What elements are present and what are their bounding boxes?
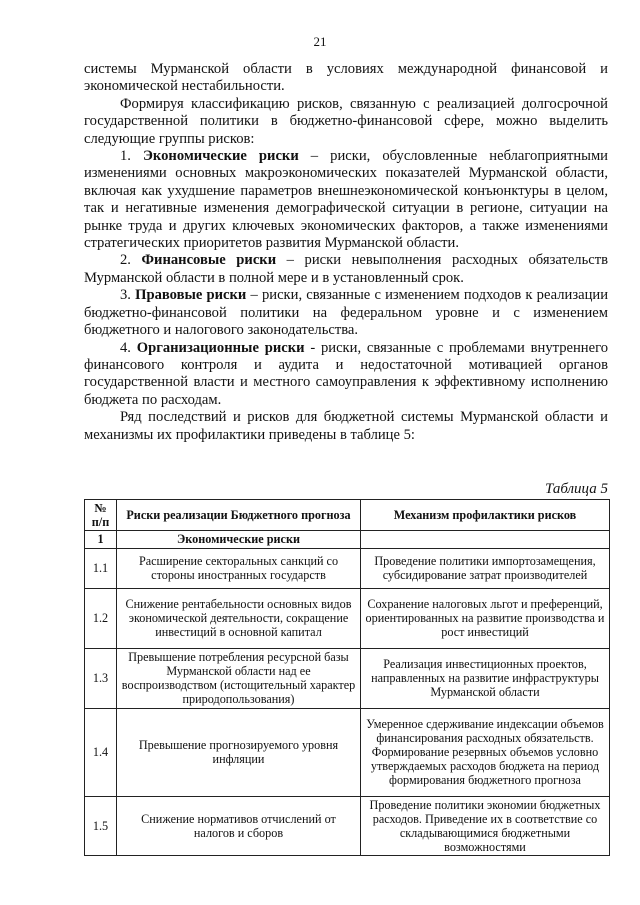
risk-item-title: Экономические риски	[143, 148, 299, 165]
risk-table	[84, 499, 610, 856]
paragraph-table-reference: Ряд последствий и рисков для бюджетной системы Мурманской области и механизмы их профилактики приведены в таблице 5:	[84, 409, 608, 443]
risk-item-organizational	[84, 340, 608, 410]
risk-item-economic	[84, 148, 608, 252]
risk-item-text: – риски, обусловленные неблагоприятными изменениями основных макроэкономических показателей Мурманской области, включая как ухудшение параметров внешнеэкономической конъюнктуры в целом, так и негативные изменения демографической ситуации в регионе, ситуации на рынке труда и других ключевых экономических факторов, а также изменениями стратегических приоритетов развития Мурманской области.	[84, 148, 608, 252]
row-risk: Превышение прогнозируемого уровня инфляции	[117, 708, 361, 796]
risk-item-number: 4.	[120, 339, 131, 356]
risk-item-financial	[84, 252, 608, 287]
paragraph-intro-continuation: системы Мурманской области в условиях международной финансовой и экономической нестабильности.	[84, 61, 608, 95]
row-mechanism: Умеренное сдерживание индексации объемов финансирования расходных обязательств. Формирование резервных объемов условно утверждаемых расходов бюджета на период формирования бюджетного прогноза	[361, 708, 610, 796]
header-num: № п/п	[85, 500, 117, 531]
table-caption: Таблица 5	[545, 481, 608, 497]
risk-item-title: Правовые риски	[135, 287, 247, 304]
table-row	[85, 796, 610, 856]
body-text	[84, 61, 608, 444]
risk-item-number: 2.	[120, 252, 131, 269]
table-row	[85, 548, 610, 588]
header-risk: Риски реализации Бюджетного прогноза	[117, 500, 361, 531]
row-risk: Расширение секторальных санкций со стороны иностранных государств	[117, 548, 361, 588]
row-risk: Снижение рентабельности основных видов экономической деятельности, сокращение инвестиций в основной капитал	[117, 588, 361, 648]
risk-item-title: Организационные риски	[136, 339, 305, 356]
row-num: 1.5	[85, 796, 117, 856]
row-mechanism: Реализация инвестиционных проектов, направленных на развитие инфраструктуры Мурманской области	[361, 648, 610, 708]
risk-item-text: – риски невыполнения расходных обязательств Мурманской области в полной мере и в установленный срок.	[84, 252, 608, 286]
row-num: 1.1	[85, 548, 117, 588]
risk-item-legal	[84, 287, 608, 339]
table-section-row	[85, 531, 610, 548]
table-row	[85, 708, 610, 796]
risk-item-title: Финансовые риски	[141, 252, 277, 269]
row-num: 1.4	[85, 708, 117, 796]
row-mechanism: Проведение политики импортозамещения, субсидирование затрат производителей	[361, 548, 610, 588]
table-row	[85, 588, 610, 648]
paragraph-classification: Формируя классификацию рисков, связанную с реализацией долгосрочной государственной политики в бюджетно-финансовой сфере, можно выделить следующие группы рисков:	[84, 95, 608, 147]
row-risk: Превышение потребления ресурсной базы Мурманской области над ее воспроизводством (истощительный характер природопользования)	[117, 648, 361, 708]
risk-item-number: 1.	[120, 148, 131, 165]
section-empty-cell	[361, 531, 610, 548]
row-num: 1.2	[85, 588, 117, 648]
page-number: 21	[313, 34, 327, 49]
table-row	[85, 648, 610, 708]
section-num: 1	[85, 531, 117, 548]
row-risk: Снижение нормативов отчислений от налогов и сборов	[117, 796, 361, 856]
row-num: 1.3	[85, 648, 117, 708]
section-title: Экономические риски	[117, 531, 361, 548]
row-mechanism: Сохранение налоговых льгот и преференций, ориентированных на развитие производства и рост инвестиций	[361, 588, 610, 648]
table-header-row	[85, 500, 610, 531]
header-mechanism: Механизм профилактики рисков	[361, 500, 610, 531]
row-mechanism: Проведение политики экономии бюджетных расходов. Приведение их в соответствие со складывающимися бюджетными возможностями	[361, 796, 610, 856]
risk-item-number: 3.	[120, 287, 131, 304]
risk-item-text: - риски, связанные с проблемами внутреннего финансового контроля и аудита и недостаточной мотивацией органов государственной власти и местного самоуправления к эффективному исполнению бюджета по расходам.	[84, 339, 608, 408]
risk-item-text: – риски, связанные с изменением подходов к реализации бюджетно-финансовой политики на федеральном уровне и с изменением бюджетного и налогового законодательства.	[84, 287, 609, 339]
